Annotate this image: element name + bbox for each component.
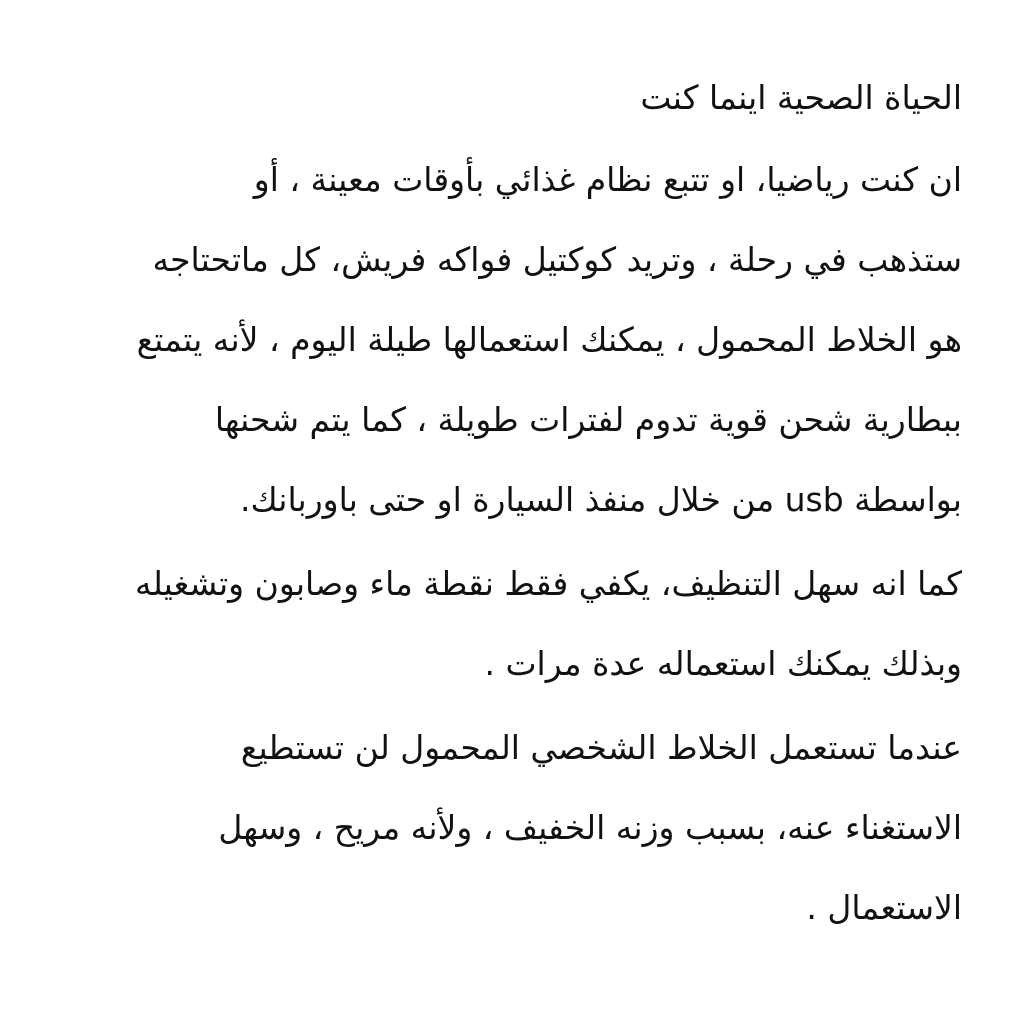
paragraph-line: ببطارية شحن قوية تدوم لفترات طويلة ، كما يتم شحنها: [214, 400, 962, 439]
paragraph-line: الاستعمال .: [806, 888, 962, 927]
paragraph-line: الاستغناء عنه، بسبب وزنه الخفيف ، ولأنه مريح ، وسهل: [218, 808, 962, 847]
paragraph-3: [62, 722, 962, 934]
paragraph-line: عندما تستعمل الخلاط الشخصي المحمول لن تستطيع: [240, 728, 962, 767]
paragraph-line: بواسطة usb من خلال منفذ السيارة او حتى باوربانك.: [239, 480, 962, 519]
paragraph-line: ستذهب في رحلة ، وتريد كوكتيل فواكه فريش، كل ماتحتاجه: [152, 240, 962, 279]
paragraph-2: [62, 558, 962, 690]
paragraph-line: وبذلك يمكنك استعماله عدة مرات .: [484, 644, 962, 683]
document-body: [62, 72, 962, 934]
paragraph-line: كما انه سهل التنظيف، يكفي فقط نقطة ماء وصابون وتشغيله: [135, 564, 962, 603]
paragraph-line: ان كنت رياضيا، او تتبع نظام غذائي بأوقات معينة ، أو: [253, 160, 962, 199]
paragraph-1: [62, 154, 962, 526]
paragraph-line: هو الخلاط المحمول ، يمكنك استعمالها طيلة اليوم ، لأنه يتمتع: [136, 320, 962, 359]
paragraph-gap: [62, 690, 962, 722]
document-title: الحياة الصحية اينما كنت: [640, 78, 962, 117]
paragraph-gap: [62, 526, 962, 558]
